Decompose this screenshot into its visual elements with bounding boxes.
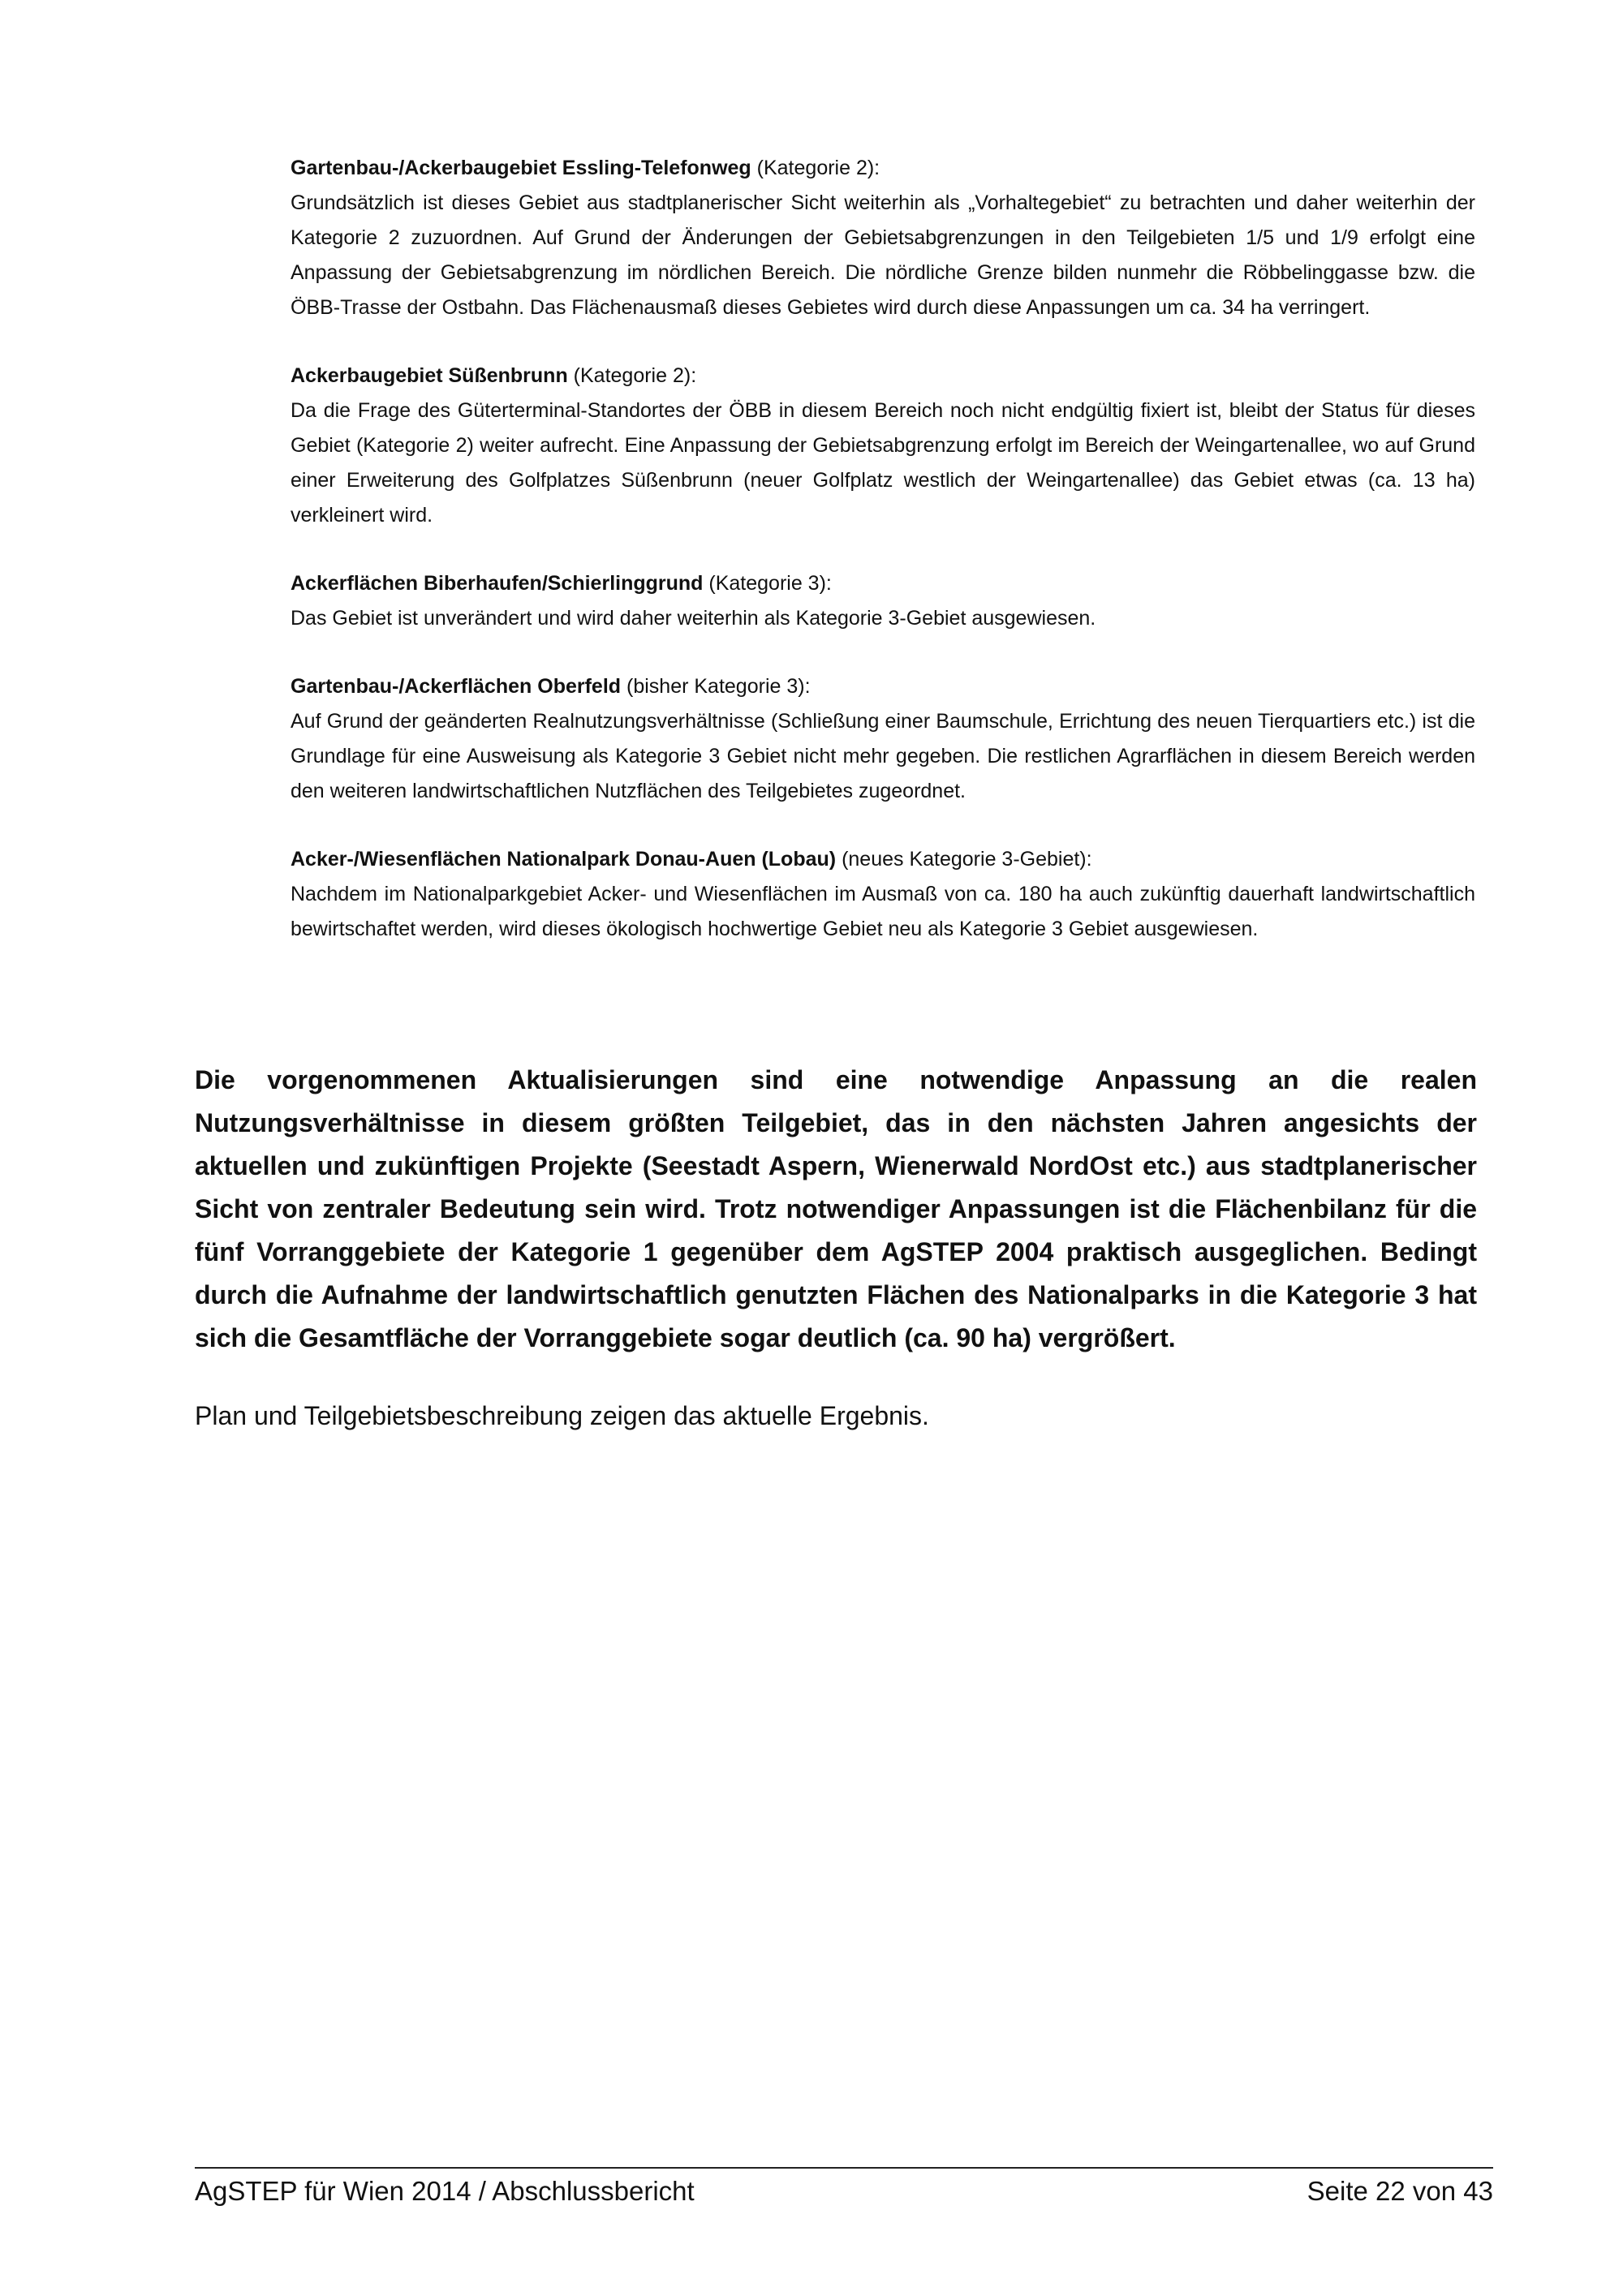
section-category: (Kategorie 3): [708, 572, 832, 595]
section-title: Acker-/Wiesenflächen Nationalpark Donau-Auen (Lobau) [291, 848, 837, 871]
section-body: Auf Grund der geänderten Realnutzungsverhältnisse (Schließung einer Baumschule, Errichtung des neuen Tierquartiers etc.) ist die Grundlage für eine Ausweisung als Kategorie 3 Gebiet nicht mehr gegeben. Die restlichen Agrarflächen in diesem Bereich werden den weiteren landwirtschaftlichen Nutzflächen des Teilgebietes zugeordnet. [291, 710, 1475, 802]
section-title: Ackerflächen Biberhaufen/Schierlinggrund [291, 572, 704, 595]
section-lobau [291, 842, 1475, 947]
closing-paragraph: Plan und Teilgebietsbeschreibung zeigen das aktuelle Ergebnis. [195, 1401, 929, 1430]
section-title: Gartenbau-/Ackerflächen Oberfeld [291, 675, 622, 698]
section-heading [291, 669, 1475, 704]
section-heading [291, 842, 1475, 877]
section-body: Das Gebiet ist unverändert und wird daher weiterhin als Kategorie 3-Gebiet ausgewiesen. [291, 607, 1096, 630]
section-category: (Kategorie 2): [573, 364, 697, 387]
section-heading [291, 566, 1475, 601]
section-essling-telefonweg [291, 151, 1475, 325]
section-title: Gartenbau-/Ackerbaugebiet Essling-Telefonweg [291, 157, 751, 179]
section-category: (bisher Kategorie 3): [626, 675, 811, 698]
section-heading [291, 359, 1475, 393]
area-sections [291, 151, 1475, 980]
section-body: Nachdem im Nationalparkgebiet Acker- und Wiesenflächen im Ausmaß von ca. 180 ha auch zukünftig dauerhaft landwirtschaftlich bewirtschaftet werden, wird dieses ökologisch hochwertige Gebiet neu als Kategorie 3 Gebiet ausgewiesen. [291, 883, 1475, 940]
section-body: Grundsätzlich ist dieses Gebiet aus stadtplanerischer Sicht weiterhin als „Vorhaltegebiet“ zu betrachten und daher weiterhin der Kategorie 2 zuzuordnen. Auf Grund der Änderungen der Gebietsabgrenzungen in den Teilgebieten 1/5 und 1/9 erfolgt eine Anpassung der Gebietsabgrenzung im nördlichen Bereich. Die nördliche Grenze bilden nunmehr die Röbbelinggasse bzw. die ÖBB-Trasse der Ostbahn. Das Flächenausmaß dieses Gebietes wird durch diese Anpassungen um ca. 34 ha verringert. [291, 191, 1475, 319]
section-oberfeld [291, 669, 1475, 809]
section-suessenbrunn [291, 359, 1475, 533]
page-number: Seite 22 von 43 [1307, 2176, 1493, 2206]
section-body: Da die Frage des Güterterminal-Standortes der ÖBB in diesem Bereich noch nicht endgültig fixiert ist, bleibt der Status für dieses Gebiet (Kategorie 2) weiter aufrecht. Eine Anpassung der Gebietsabgrenzung erfolgt im Bereich der Weingartenallee, wo auf Grund einer Erweiterung des Golfplatzes Süßenbrunn (neuer Golfplatz westlich der Weingartenallee) das Gebiet etwas (ca. 13 ha) verkleinert wird. [291, 399, 1475, 527]
section-title: Ackerbaugebiet Süßenbrunn [291, 364, 568, 387]
summary-paragraph: Die vorgenommenen Aktualisierungen sind eine notwendige Anpassung an die realen Nutzungsverhältnisse in diesem größten Teilgebiet, das in den nächsten Jahren angesichts der aktuellen und zukünftigen Projekte (Seestadt Aspern, Wienerwald NordOst etc.) aus stadtplanerischer Sicht von zentraler Bedeutung sein wird. Trotz notwendiger Anpassungen ist die Flächenbilanz für die fünf Vorranggebiete der Kategorie 1 gegenüber dem AgSTEP 2004 praktisch ausgeglichen. Bedingt durch die Aufnahme der landwirtschaftlich genutzten Flächen des Nationalparks in die Kategorie 3 hat sich die Gesamtfläche der Vorranggebiete sogar deutlich (ca. 90 ha) vergrößert. [195, 1065, 1477, 1352]
footer-title: AgSTEP für Wien 2014 / Abschlussbericht [195, 2176, 695, 2206]
section-heading [291, 151, 1475, 186]
footer-divider [195, 2167, 1493, 2169]
section-category: (Kategorie 2): [756, 157, 880, 179]
section-category: (neues Kategorie 3-Gebiet): [842, 848, 1092, 871]
section-biberhaufen [291, 566, 1475, 636]
